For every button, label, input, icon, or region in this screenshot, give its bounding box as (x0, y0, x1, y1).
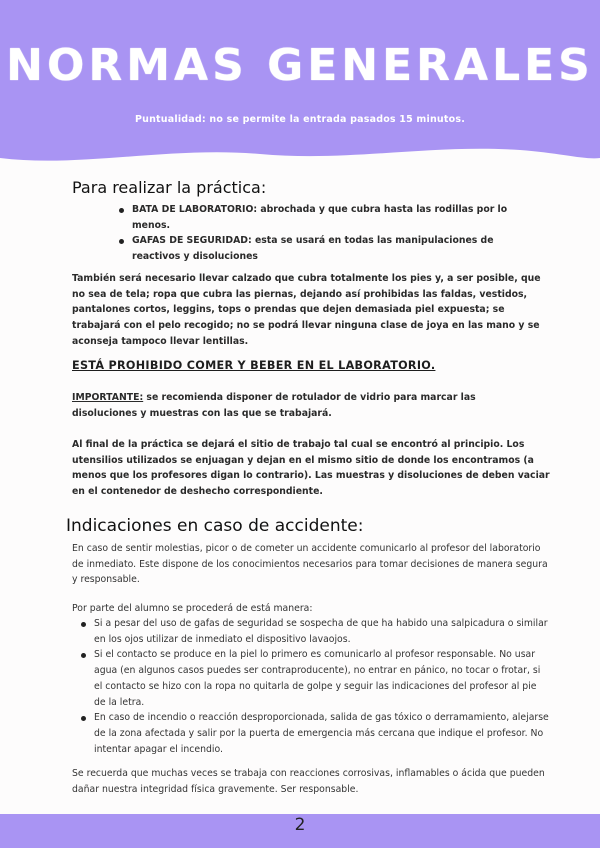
header-banner (0, 0, 600, 172)
header-wave-decoration (0, 138, 600, 172)
page-subtitle: Puntualidad: no se permite la entrada pasados 15 minutos. (134, 114, 466, 125)
closing-paragraph: Se recuerda que muchas veces se trabaja con reacciones corrosivas, inflamables o ácida que pueden dañar nuestra integridad física gravemente. Ser responsable. (72, 768, 545, 795)
accident-intro-paragraph: En caso de sentir molestias, picor o de cometer un accidente comunicarlo al profesor del laboratorio de inmediato. Este dispone de los conocimientos necesarios para tomar decisiones de manera segura y responsable. (72, 543, 548, 586)
prohibition-notice: ESTÁ PROHIBIDO COMER Y BEBER EN EL LABORATORIO. (72, 359, 436, 372)
list-item: Si a pesar del uso de gafas de seguridad se sospecha de que ha habido una salpicadura o similar en los ojos utilizar de inmediato el dispositivo lavaojos. (80, 616, 550, 647)
list-item: En caso de incendio o reacción desproporcionada, salida de gas tóxico o derramamiento, alejarse de la zona afectada y salir por la puerta de emergencia más cercana que indique el profesor. No intentar apagar el incendio. (80, 710, 550, 757)
important-label: IMPORTANTE: (72, 392, 144, 403)
important-paragraph (72, 390, 542, 421)
student-procedure-intro: Por parte del alumno se procederá de está manera: (72, 603, 313, 614)
section-heading-practice: Para realizar la práctica: (72, 178, 267, 197)
accident-procedure-list (80, 616, 550, 757)
section-heading-accident: Indicaciones en caso de accidente: (66, 516, 364, 536)
equipment-list (118, 202, 518, 265)
list-item: Si el contacto se produce en la piel lo primero es comunicarlo al profesor responsable. No usar agua (en algunos casos puedes ser contraproducente), no entrar en pánico, no tocar o frotar, si el contacto se hizo con la ropa no quitarla de golpe y seguir las indicaciones del profesor al pie de la letra. (80, 647, 550, 710)
list-item: BATA DE LABORATORIO: abrochada y que cubra hasta las rodillas por lo menos. (118, 202, 518, 233)
footwear-paragraph: También será necesario llevar calzado que cubra totalmente los pies y, a ser posible, que no sea de tela; ropa que cubra las piernas, dejando así prohibidas las faldas, vestidos, pantalones cortos, leggins, tops o prendas que dejen demasiada piel expuesta; se trabajará con el pelo recogido; no se podrá llevar ninguna clase de joya en las mano y se aconseja tampoco llevar lentillas. (72, 273, 541, 347)
page-title: NORMAS GENERALES (6, 40, 594, 91)
list-item: GAFAS DE SEGURIDAD: esta se usará en todas las manipulaciones de reactivos y disoluciones (118, 233, 518, 264)
end-of-practice-paragraph: Al final de la práctica se dejará el sitio de trabajo tal cual se encontró al principio. Los utensilios utilizados se enjuagan y dejan en el mismo sitio de donde los encontramos (a menos que los profesores digan lo contrario). Las muestras y disoluciones de deben vaciar en el contenedor de deshecho correspondiente. (72, 439, 550, 498)
page-number: 2 (294, 815, 306, 835)
important-text: se recomienda disponer de rotulador de vidrio para marcar las disoluciones y muestras con las que se trabajará. (72, 392, 476, 419)
